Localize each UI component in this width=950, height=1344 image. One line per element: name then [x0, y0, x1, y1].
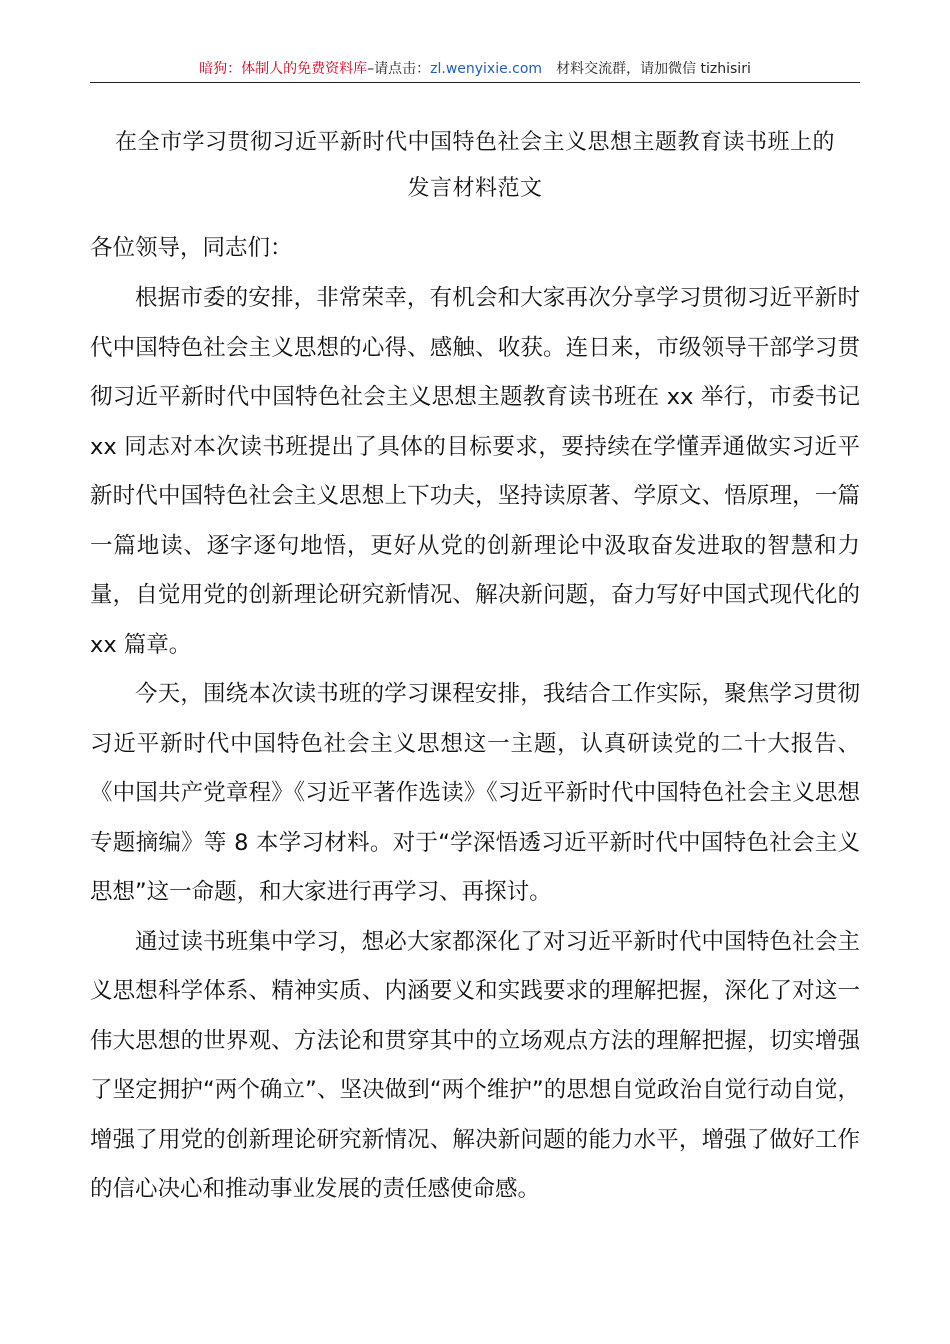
header-note: 材料交流群，请加微信 tizhisiri — [556, 61, 751, 77]
paragraph: 今天，围绕本次读书班的学习课程安排，我结合工作实际，聚焦学习贯彻习近平新时代中国特色社会主义思想这一主题，认真研读党的二十大报告、《中国共产党章程》《习近平著作选读》《习近平新时代中国特色社会主义思想专题摘编》等 8 本学习材料。对于“学深悟透习近平新时代中国特色社会主义思想”这一命题，和大家进行再学习、再探讨。 — [90, 681, 860, 905]
page-header — [90, 56, 860, 83]
title-line-1: 在全市学习贯彻习近平新时代中国特色社会主义思想主题教育读书班上的 — [114, 130, 835, 155]
document-title — [90, 120, 860, 212]
document-body — [90, 274, 860, 1215]
paragraph: 根据市委的安排，非常荣幸，有机会和大家再次分享学习贯彻习近平新时代中国特色社会主义思想的心得、感触、收获。连日来，市级领导干部学习贯彻习近平新时代中国特色社会主义思想主题教育读书班在 xx 举行，市委书记 xx 同志对本次读书班提出了具体的目标要求，要持续在学懂弄通做实习近平新时代中国特色社会主义思想上下功夫，坚持读原著、学原文、悟原理，一篇一篇地读、逐字逐句地悟，更好从党的创新理论中汲取奋发进取的智慧和力量，自觉用党的创新理论研究新情况、解决新问题，奋力写好中国式现代化的 xx 篇章。 — [90, 285, 860, 658]
greeting: 各位领导，同志们： — [90, 235, 293, 261]
paragraph: 通过读书班集中学习，想必大家都深化了对习近平新时代中国特色社会主义思想科学体系、精神实质、内涵要义和实践要求的理解把握，深化了对这一伟大思想的世界观、方法论和贯穿其中的立场观点方法的理解把握，切实增强了坚定拥护“两个确立”、坚决做到“两个维护”的思想自觉政治自觉行动自觉，增强了用党的创新理论研究新情况、解决新问题的能力水平，增强了做好工作的信心决心和推动事业发展的责任感使命感。 — [90, 928, 860, 1202]
header-link[interactable]: zl.wenyixie.com — [430, 61, 543, 77]
header-separator: –请点击： — [367, 61, 431, 77]
header-brand: 暗狗：体制人的免费资料库 — [199, 61, 368, 77]
title-line-2: 发言材料范文 — [407, 176, 543, 201]
